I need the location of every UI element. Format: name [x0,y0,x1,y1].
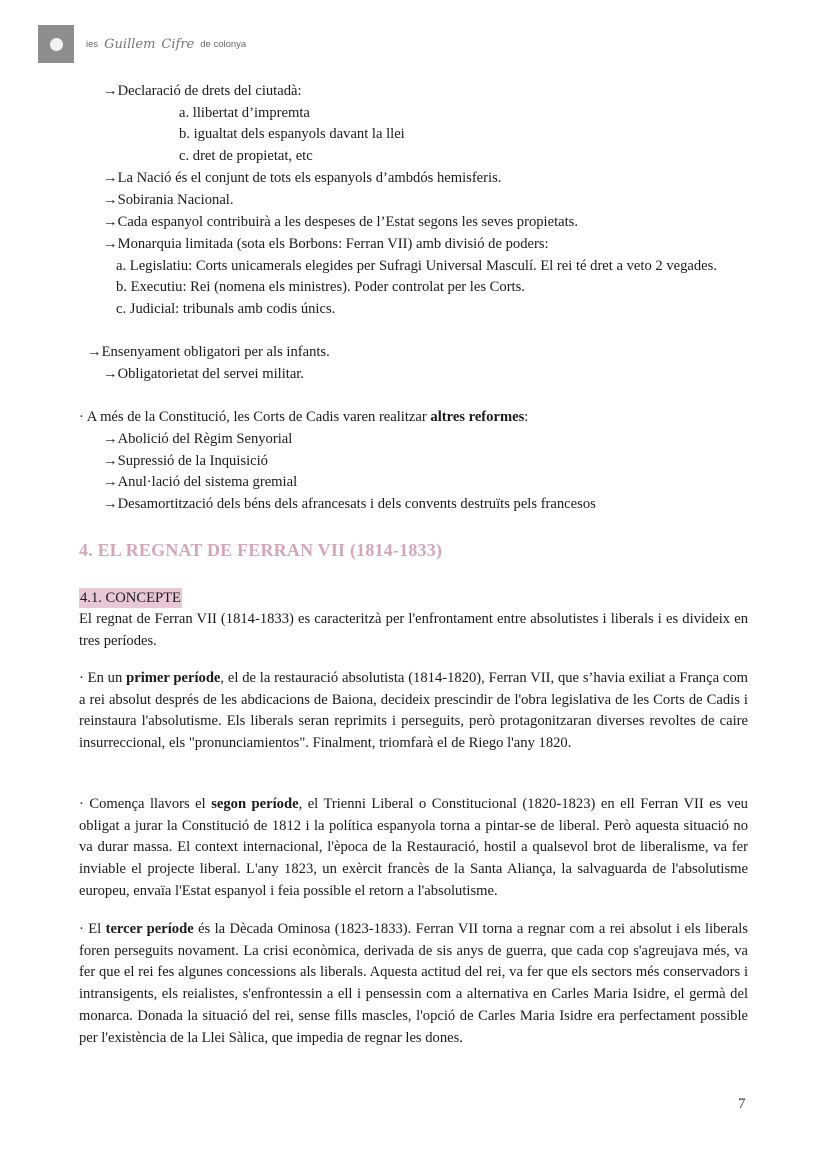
p3-body: és la Dècada Ominosa (1823-1833). Ferran VII torna a regnar com a rei absolut i els liberals foren perseguits novament. La crisi econòmica, derivada de sis anys de guerra, que cada cop s'agreujava més, va fer que el rei fes algunes concessions als liberals. Aquesta actitud del rei, va fer que els sectors més conservadors i intransigents, els reialistes, s'enfrontessin a ell i pensessin com a alternativa en Carles Maria Isidre, el germà del monarca. Donada la situació del rei, sense fills mascles, l'opció de Carles Maria Isidre era perfectament possible per l'existència de la Llei Sàlica, que impedia de regnar les dones. [79,921,748,1046]
school-prefix: ies [86,38,99,50]
p2-bold: segon període [211,796,299,812]
paragraph-second-period [79,794,748,903]
list-item: c. dret de propietat, etc [179,148,313,164]
list-item: c. Judicial: tribunals amb codis únics. [116,301,336,317]
reforms-intro-text: · A més de la Constitució, les Corts de Cadis varen realitzar [79,409,431,425]
school-logo [38,25,74,63]
p1-lead: · En un [79,670,127,686]
list-item: →La Nació és el conjunt de tots els espanyols d’ambdós hemisferis. [103,170,502,186]
school-name-first: Guillem [104,36,156,52]
list-item: →Supressió de la Inquisició [103,453,268,469]
p1-bold: primer període [126,670,221,686]
subsection-title: 4.1. CONCEPTE [80,590,181,606]
list-item: →Ensenyament obligatori per als infants. [87,344,330,360]
list-item: →Sobirania Nacional. [103,192,234,208]
logo-circle-icon [50,38,63,51]
paragraph-first-period [79,668,748,755]
p3-lead: · El [79,921,106,937]
reforms-intro [79,407,528,427]
list-item: →Abolició del Règim Senyorial [103,431,293,447]
school-name [86,37,246,52]
list-item: a. llibertat d’impremta [179,105,310,121]
list-item: b. igualtat dels espanyols davant la llei [179,126,405,142]
school-suffix: de colonya [200,38,247,50]
list-item: →Declaració de drets del ciutadà: [103,83,302,99]
list-item: →Obligatorietat del servei militar. [103,366,305,382]
school-name-last: Cifre [161,36,195,52]
reforms-colon: : [524,409,529,425]
section-title: 4. EL REGNAT DE FERRAN VII (1814-1833) [79,540,443,560]
page-number: 7 [738,1096,746,1112]
p3-bold: tercer període [105,921,194,937]
list-item: a. Legislatiu: Corts unicamerals elegides per Sufragi Universal Masculí. El rei té dret a veto 2 vegades. [116,258,717,274]
p2-body: , el Trienni Liberal o Constitucional (1820-1823) en ell Ferran VII es veu obligat a jurar la Constitució de 1812 i la política espanyola torna a pintar-se de liberal. Però aquesta situació no va durar massa. El context internacional, l'època de la Restauració, hostil a qualsevol brot de liberalisme, va fer inviable el projecte liberal. L'any 1823, un exèrcit francès de la Santa Aliança, la salvaguarda de l'absolutisme europeu, envaïa l'Estat espanyol i feia possible el retorn a l'absolutisme. [79,796,748,899]
page-header [38,24,246,64]
intro-paragraph: El regnat de Ferran VII (1814-1833) es caracteritzà per l'enfrontament entre absolutistes i liberals i es divideix en tres períodes. [79,611,748,649]
p2-lead: · Comença llavors el [79,796,212,812]
p1-body: , el de la restauració absolutista (1814-1820), Ferran VII, que s’havia exiliat a França com a rei absolut després de les abdicacions de Baiona, decideix prescindir de l'obra legislativa de les Corts de Cadis i reinstaura l'absolutisme. Els liberals seran reprimits i perseguits, però protagonitzaran diverses revoltes de caire insurreccional, els "pronunciamientos". Finalment, triomfarà el de Riego l'any 1820. [79,670,748,752]
list-item: →Desamortització dels béns dels afrancesats i dels convents destruïts pels francesos [103,496,596,512]
paragraph-third-period [79,919,748,1049]
list-item: →Cada espanyol contribuirà a les despeses de l’Estat segons les seves propietats. [103,214,578,230]
list-item: b. Executiu: Rei (nomena els ministres). Poder controlat per les Corts. [116,279,525,295]
reforms-bold: altres reformes [430,409,525,425]
list-item: →Anul·lació del sistema gremial [103,474,298,490]
list-item: →Monarquia limitada (sota els Borbons: Ferran VII) amb divisió de poders: [103,236,549,252]
